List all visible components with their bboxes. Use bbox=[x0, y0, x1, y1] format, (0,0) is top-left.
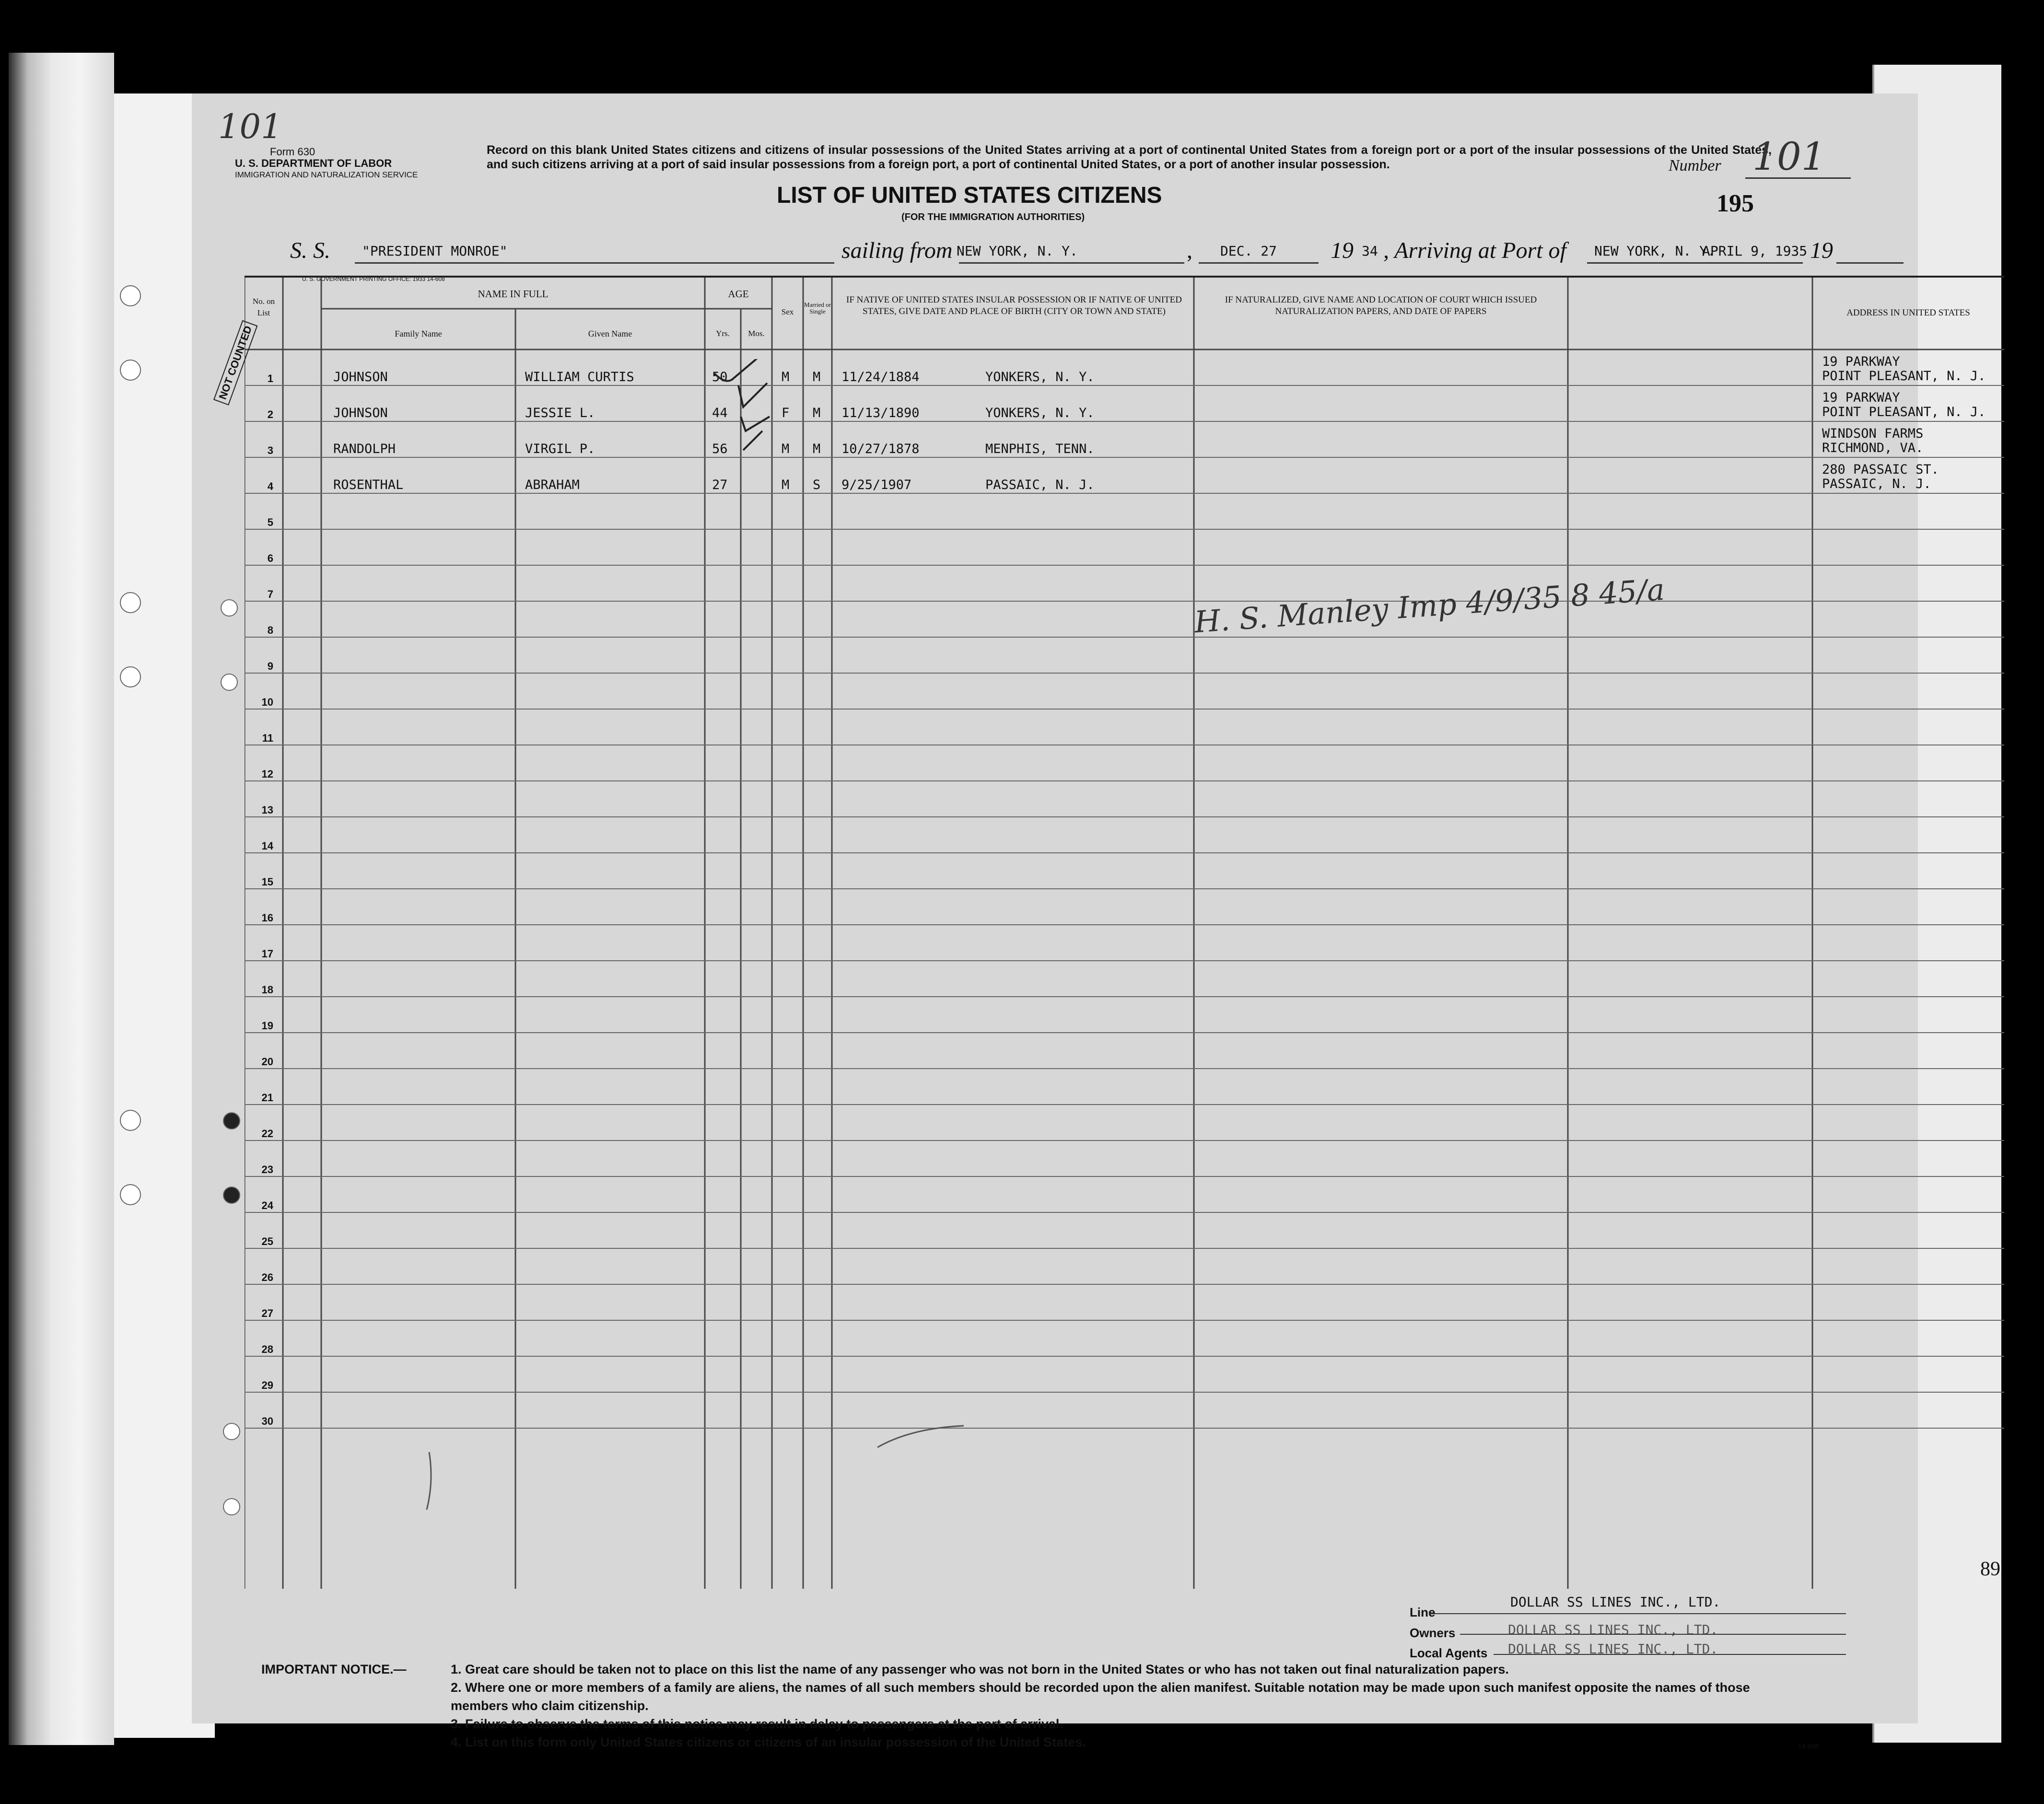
header-native-birth: IF NATIVE OF UNITED STATES INSULAR POSSESSION OR IF NATIVE OF UNITED STATES, GIVE DATE AND PLACE OF BIRTH (CITY OR TOWN AND STATE) bbox=[846, 295, 1182, 316]
age-years: 27 bbox=[712, 477, 728, 492]
row-number: 5 bbox=[267, 516, 273, 528]
sex: M bbox=[782, 477, 790, 492]
year-prefix: 19 bbox=[1331, 238, 1354, 263]
given-name: WILLIAM CURTIS bbox=[525, 370, 634, 384]
header-naturalized: IF NATURALIZED, GIVE NAME AND LOCATION OF COURT WHICH ISSUED NATURALIZATION PAPERS, AND DATE OF PAPERS bbox=[1225, 295, 1537, 316]
header-given-name: Given Name bbox=[588, 329, 632, 338]
agents-label: Local Agents bbox=[1410, 1646, 1488, 1660]
row-number: 7 bbox=[267, 588, 273, 600]
row-number: 26 bbox=[261, 1271, 273, 1283]
check-marks bbox=[705, 359, 801, 503]
given-name: JESSIE L. bbox=[525, 406, 596, 420]
binder-spine bbox=[9, 53, 114, 1745]
not-counted-stamp: NOT COUNTED bbox=[213, 320, 258, 405]
row-number: 2 bbox=[267, 408, 273, 420]
birth-date: 9/25/1907 bbox=[841, 477, 912, 492]
line-value: DOLLAR SS LINES INC., LTD. bbox=[1510, 1594, 1721, 1610]
arriving-label: , Arriving at Port of bbox=[1383, 238, 1566, 263]
notice-2: 2. Where one or more members of a family are aliens, the names of all such members should be recorded upon the alien manifest. Suitable notation may be made upon such manifest opposite the names of those members who claim citizenship. bbox=[451, 1680, 1750, 1713]
address-line-1: 280 PASSAIC ST. bbox=[1822, 462, 1939, 477]
punch-hole bbox=[120, 1110, 141, 1131]
row-number: 20 bbox=[261, 1056, 273, 1068]
row-number: 30 bbox=[261, 1415, 273, 1427]
birth-place: YONKERS, N. Y. bbox=[985, 370, 1095, 384]
age-years: 44 bbox=[712, 406, 728, 420]
service: IMMIGRATION AND NATURALIZATION SERVICE bbox=[235, 170, 418, 179]
departure-port: NEW YORK, N. Y. bbox=[957, 243, 1078, 259]
address-line-2: POINT PLEASANT, N. J. bbox=[1822, 369, 1986, 384]
row-number: 23 bbox=[261, 1164, 273, 1176]
owners-value: DOLLAR SS LINES INC., LTD. bbox=[1508, 1622, 1718, 1638]
handwritten-number: 101 bbox=[1752, 134, 1826, 179]
row-number: 28 bbox=[261, 1343, 273, 1355]
birth-place: PASSAIC, N. J. bbox=[985, 477, 1095, 492]
header-family-name: Family Name bbox=[395, 329, 442, 338]
notice-3: 3. Failure to observe the terms of this notice may result in delay to passengers at the port of arrival. bbox=[451, 1717, 1063, 1731]
owners-label: Owners bbox=[1410, 1626, 1456, 1640]
marital-status: M bbox=[813, 442, 821, 456]
header-age: AGE bbox=[728, 288, 749, 300]
arrival-port: NEW YORK, N. Y. bbox=[1594, 243, 1716, 259]
ship-line bbox=[355, 262, 834, 264]
arrival-date: APRIL 9, 1935 bbox=[1702, 243, 1808, 259]
row-number: 17 bbox=[261, 948, 273, 960]
row-number: 6 bbox=[267, 552, 273, 564]
birth-date: 11/24/1884 bbox=[841, 370, 920, 384]
form-id-block bbox=[235, 146, 418, 181]
manifest-sheet bbox=[192, 93, 2000, 1750]
agents-value: DOLLAR SS LINES INC., LTD. bbox=[1508, 1641, 1718, 1657]
row-number: 1 bbox=[267, 372, 273, 384]
row-number: 10 bbox=[261, 696, 273, 708]
row-number: 18 bbox=[261, 984, 273, 996]
inspector-annotation: H. S. Manley Imp 4/9/35 8 45/a bbox=[1193, 571, 1666, 640]
arrival-year-line bbox=[1836, 262, 1904, 264]
punch-hole bbox=[221, 674, 238, 691]
marital-status: S bbox=[813, 477, 821, 492]
arrival-year-prefix: 19 bbox=[1810, 238, 1833, 263]
page-title: LIST OF UNITED STATES CITIZENS bbox=[777, 183, 1162, 208]
departure-date: DEC. 27 bbox=[1220, 243, 1277, 259]
row-number: 25 bbox=[261, 1235, 273, 1247]
row-number: 8 bbox=[267, 624, 273, 636]
row-number: 29 bbox=[261, 1379, 273, 1391]
date-line bbox=[1199, 262, 1319, 264]
row-number: 27 bbox=[261, 1307, 273, 1319]
handwritten-page-number: 101 bbox=[218, 107, 282, 146]
form-number: Form 630 bbox=[269, 146, 315, 158]
sex: M bbox=[782, 442, 790, 456]
printing-office: U. S. GOVERNMENT PRINTING OFFICE: 1933 14-608 bbox=[302, 276, 445, 282]
page-subtitle: (FOR THE IMMIGRATION AUTHORITIES) bbox=[901, 212, 1085, 222]
address-line-2: RICHMOND, VA. bbox=[1822, 441, 1924, 455]
table-grid bbox=[245, 278, 2004, 1589]
manifest-table bbox=[216, 276, 2004, 1589]
row-number: 4 bbox=[267, 480, 273, 492]
punch-hole bbox=[223, 1112, 240, 1129]
row-number: 14 bbox=[261, 840, 273, 852]
row-number: 24 bbox=[261, 1199, 273, 1211]
notice-1: 1. Great care should be taken not to place on this list the name of any passenger who was not born in the United States or who has not taken out final naturalization papers. bbox=[451, 1662, 1509, 1676]
age-years: 50 bbox=[712, 370, 728, 384]
header-address: ADDRESS IN UNITED STATES bbox=[1846, 308, 1970, 318]
ss-label: S. S. bbox=[290, 238, 330, 263]
header-mos: Mos. bbox=[748, 329, 765, 338]
sex: M bbox=[782, 370, 790, 384]
header-name-in-full: NAME IN FULL bbox=[478, 288, 549, 300]
address-line-1: 19 PARKWAY bbox=[1822, 354, 1900, 369]
punch-hole bbox=[120, 592, 141, 613]
row-number: 11 bbox=[262, 732, 273, 744]
header-yrs: Yrs. bbox=[716, 329, 730, 338]
punch-hole bbox=[223, 1498, 240, 1515]
pencil-number: 89 bbox=[1980, 1558, 2000, 1580]
sex: F bbox=[782, 406, 790, 420]
row-number: 19 bbox=[261, 1020, 273, 1032]
punch-hole bbox=[120, 360, 141, 381]
row-number: 16 bbox=[261, 912, 273, 924]
punch-hole bbox=[120, 666, 141, 687]
given-name: ABRAHAM bbox=[525, 477, 580, 492]
form-instructions: Record on this blank United States citizens and citizens of insular possessions of the United States arriving at a port of continental United States from a foreign port or a port of the insular possessions of the United States, and such citizens arriving at a port of said insular possessions from a foreign port, a port of continental United States, or a port of another insular possession. bbox=[487, 143, 1772, 171]
punch-hole bbox=[120, 285, 141, 306]
owners-rule bbox=[1460, 1634, 1846, 1635]
department: U. S. DEPARTMENT OF LABOR bbox=[235, 157, 392, 169]
address-line-2: POINT PLEASANT, N. J. bbox=[1822, 405, 1986, 419]
marital-status: M bbox=[813, 370, 821, 384]
comma-1: , bbox=[1187, 238, 1192, 263]
family-name: RANDOLPH bbox=[333, 442, 396, 456]
row-number: 3 bbox=[267, 444, 273, 456]
age-years: 56 bbox=[712, 442, 728, 456]
address-line-1: 19 PARKWAY bbox=[1822, 390, 1900, 405]
row-number: 12 bbox=[261, 768, 273, 780]
row-number: 13 bbox=[261, 804, 273, 816]
header-no: No. on List bbox=[252, 297, 275, 317]
row-number: 21 bbox=[261, 1092, 273, 1104]
address-line-2: PASSAIC, N. J. bbox=[1822, 477, 1931, 491]
number-label: Number bbox=[1669, 157, 1721, 175]
birth-place: MENPHIS, TENN. bbox=[985, 442, 1095, 456]
notice-4: 4. List on this form only United States citizens or citizens of an insular possession of the United States. bbox=[451, 1735, 1086, 1749]
line-label: Line bbox=[1410, 1605, 1436, 1619]
family-name: JOHNSON bbox=[333, 370, 388, 384]
departure-year: 34 bbox=[1362, 243, 1378, 259]
birth-date: 11/13/1890 bbox=[841, 406, 920, 420]
family-name: ROSENTHAL bbox=[333, 477, 404, 492]
marital-status: M bbox=[813, 406, 821, 420]
punch-hole bbox=[223, 1187, 240, 1204]
header-sex: Sex bbox=[781, 307, 794, 316]
agents-rule bbox=[1494, 1654, 1846, 1655]
notice-list bbox=[451, 1660, 1808, 1751]
family-name: JOHNSON bbox=[333, 406, 388, 420]
departure-line bbox=[959, 262, 1184, 264]
stamp-number: 195 bbox=[1717, 190, 1754, 217]
row-number: 9 bbox=[267, 660, 273, 672]
row-number: 15 bbox=[261, 876, 273, 888]
form-code: 14-608 bbox=[1798, 1742, 1819, 1750]
pencil-stroke bbox=[868, 1419, 993, 1486]
header-married-single: Married or Single bbox=[804, 301, 831, 315]
birth-date: 10/27/1878 bbox=[841, 442, 920, 456]
punch-hole bbox=[120, 1184, 141, 1205]
row-number: 22 bbox=[261, 1128, 273, 1140]
line-rule bbox=[1429, 1613, 1846, 1614]
ship-name: "PRESIDENT MONROE" bbox=[362, 243, 508, 259]
arrival-line bbox=[1587, 262, 1803, 264]
birth-place: YONKERS, N. Y. bbox=[985, 406, 1095, 420]
punch-hole bbox=[223, 1423, 240, 1440]
sailing-label: sailing from bbox=[841, 238, 953, 263]
important-notice-label: IMPORTANT NOTICE.— bbox=[261, 1662, 407, 1676]
address-line-1: WINDSON FARMS bbox=[1822, 426, 1924, 441]
punch-hole bbox=[221, 599, 238, 617]
given-name: VIRGIL P. bbox=[525, 442, 596, 456]
pencil-mark bbox=[415, 1447, 444, 1524]
